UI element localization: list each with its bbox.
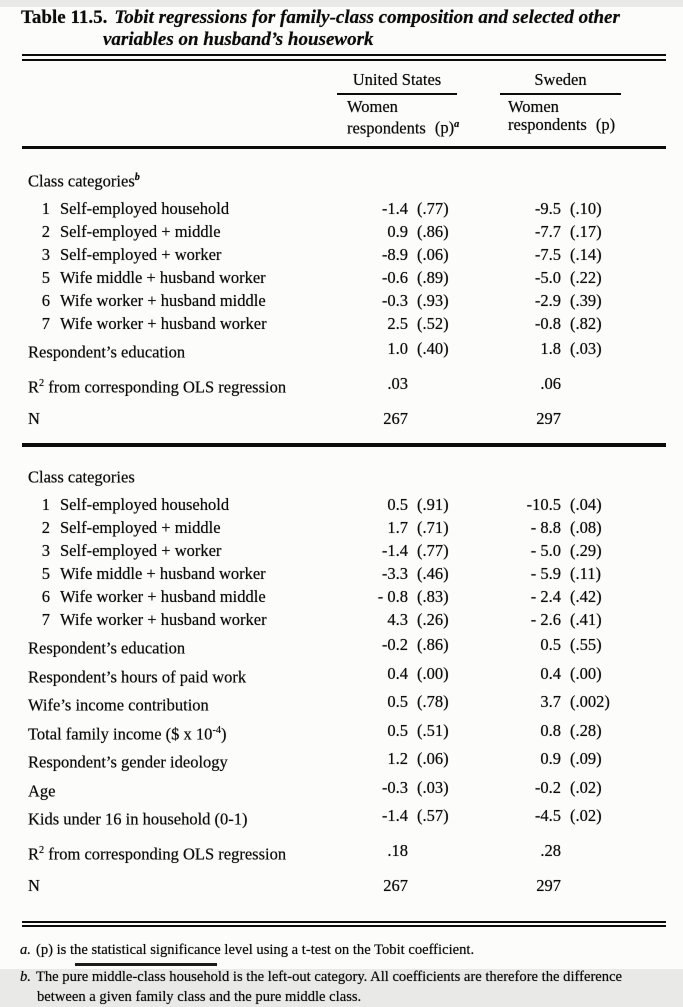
us-p-value: (.86) [417, 222, 449, 241]
row-number: 6 [41, 587, 50, 606]
row-label: $R^2$ from corresponding OLS regression [28, 377, 287, 396]
us-p-value: (.26) [417, 610, 449, 629]
table-row [28, 776, 666, 803]
row-label: Respondent’s education [28, 638, 186, 658]
table-number: Table 11.5. [21, 7, 108, 28]
sweden-n: 297 [536, 876, 561, 895]
sweden-p-value: (.29) [570, 541, 602, 560]
us-n: 267 [383, 409, 408, 428]
row-label-cell [28, 493, 328, 516]
row-label-cell [28, 562, 328, 585]
us-p-value: (.71) [417, 518, 449, 537]
table-row [28, 539, 666, 562]
header-rule [22, 146, 666, 149]
us-n: 267 [383, 876, 408, 895]
footnote-a-marker: a [454, 118, 460, 130]
row-number: 7 [41, 314, 50, 333]
table-row [28, 690, 666, 717]
sweden-p-value: (.17) [570, 222, 602, 241]
r-squared-row [28, 372, 666, 399]
sweden-p-value: (.82) [570, 314, 602, 333]
sweden-coefficient: -9.5 [534, 199, 561, 218]
row-label: Wife worker + husband middle [60, 587, 266, 606]
us-p-value: (.93) [417, 291, 449, 310]
us-coefficient: -0.3 [381, 291, 408, 310]
row-label: Wife worker + husband middle [60, 291, 266, 310]
table-row [28, 516, 666, 539]
row-label: Kids under 16 in household (0-1) [28, 809, 248, 829]
us-coefficient: -8.9 [381, 245, 408, 264]
sweden-coefficient: - 5.9 [530, 564, 561, 583]
us-p-value: (.03) [417, 777, 449, 797]
sweden-column-title: Sweden [534, 70, 587, 89]
sweden-p-value: (.42) [570, 587, 602, 606]
row-label-cell [28, 243, 328, 266]
us-subheader: Women respondents $(p)^a$ [347, 97, 460, 137]
sweden-column-underline [500, 93, 621, 95]
sweden-r-squared: .28 [540, 840, 561, 860]
us-p-value: (.06) [417, 245, 449, 264]
panel-women-respondents-2 [28, 462, 666, 898]
row-label: Self-employed + worker [60, 245, 222, 264]
row-number: 5 [41, 268, 50, 287]
us-p-value: (.91) [417, 495, 449, 514]
us-coefficient: -1.4 [381, 806, 408, 825]
us-coefficient: 4.3 [387, 610, 408, 629]
sweden-coefficient: 1.8 [540, 339, 561, 358]
table-row [28, 266, 666, 289]
footnote-a: a. (p) is the statistical significance level using a t-test on the Tobit coefficient. [20, 942, 475, 958]
sweden-coefficient: 3.7 [540, 692, 561, 711]
sweden-coefficient: - 5.0 [530, 541, 561, 560]
sweden-p-value: (.02) [570, 777, 602, 797]
row-label: N [28, 409, 40, 428]
us-coefficient: 0.9 [387, 222, 408, 241]
us-coefficient: 2.5 [387, 314, 408, 333]
row-number: 6 [41, 291, 50, 310]
us-coefficient: 1.0 [387, 339, 408, 358]
row-number: 3 [41, 541, 50, 560]
sweden-p-value: (.002) [570, 692, 610, 711]
section-class-categories: Class categories [28, 467, 135, 486]
us-column-title: United States [352, 70, 442, 89]
row-number: 7 [41, 610, 50, 629]
sweden-p-value: (.11) [570, 564, 602, 583]
row-label-cell [28, 289, 328, 312]
sweden-coefficient: -2.9 [534, 291, 561, 310]
row-label: Wife worker + husband worker [60, 314, 267, 333]
us-r-squared: .03 [387, 373, 408, 393]
row-label: Wife middle + husband worker [60, 268, 266, 287]
us-coefficient: 0.5 [387, 495, 408, 514]
row-label: Self-employed household [60, 495, 230, 514]
variable-rows [28, 633, 666, 831]
row-label: Self-employed + worker [60, 541, 222, 560]
table-title-line2: variables on husband’s housework [103, 29, 374, 50]
scan-artifact-line [75, 963, 217, 966]
us-coefficient: -1.4 [381, 541, 408, 560]
us-column-group [337, 70, 460, 137]
us-p-value: (.86) [417, 635, 449, 654]
row-label: Wife’s income contribution [28, 695, 209, 715]
r-squared-row [28, 839, 666, 866]
table-row [28, 220, 666, 243]
row-label: Self-employed + middle [60, 222, 221, 241]
sweden-p-value: (.04) [570, 495, 602, 514]
row-label: Self-employed household [60, 199, 230, 218]
table-row [28, 633, 666, 660]
row-label-cell [28, 539, 328, 562]
row-label: Wife worker + husband worker [60, 610, 267, 629]
sweden-subheader: Women respondents (p) [508, 97, 616, 134]
variable-rows [28, 337, 666, 364]
table-title-text: Tobit regressions for family-class composition and selected other [114, 7, 620, 28]
sweden-p-value: (.08) [570, 518, 602, 537]
us-coefficient: -0.6 [381, 268, 408, 287]
sweden-coefficient: 0.9 [540, 749, 561, 768]
sweden-coefficient: - 2.6 [530, 610, 561, 629]
row-label-cell [28, 608, 328, 631]
us-coefficient: - 0.8 [377, 587, 408, 606]
row-label: Respondent’s hours of paid work [28, 667, 247, 686]
section-class-categories: Class categories$^b$ [28, 171, 140, 190]
table-row [28, 719, 666, 746]
sweden-coefficient: -7.5 [534, 245, 561, 264]
table-row [28, 312, 666, 335]
row-number: 1 [41, 199, 50, 218]
class-rows [28, 197, 666, 335]
sweden-p-value: (.02) [570, 806, 602, 825]
sweden-p-value: (.03) [570, 339, 602, 358]
sweden-coefficient: 0.4 [540, 663, 561, 683]
row-label: Age [28, 781, 56, 800]
table-row [28, 243, 666, 266]
sweden-p-value: (.41) [570, 610, 602, 629]
row-number: 3 [41, 245, 50, 264]
row-label-cell [28, 266, 328, 289]
table-title [21, 7, 669, 51]
us-p-value: (.83) [417, 587, 449, 606]
table-row [28, 804, 666, 831]
row-label: N [28, 876, 40, 895]
footnotes [20, 940, 653, 1007]
table-row [28, 747, 666, 774]
sweden-coefficient: - 8.8 [530, 518, 561, 537]
sweden-coefficient: -4.5 [534, 806, 561, 825]
sweden-p-value: (.39) [570, 291, 602, 310]
row-label-cell [28, 197, 328, 220]
top-double-rule [22, 54, 666, 61]
sweden-p-value: (.22) [570, 268, 602, 287]
us-coefficient: 0.5 [387, 720, 408, 740]
us-p-value: (.00) [417, 663, 449, 683]
row-label: Self-employed + middle [60, 518, 221, 537]
row-label: Respondent’s gender ideology [28, 752, 228, 772]
footnote-b: b. The pure middle-class household is the left-out category. All coefficients are therefore the difference between a given family class and the pure middle class. [20, 969, 623, 1005]
sweden-coefficient: -7.7 [534, 222, 561, 241]
us-p-value: (.40) [417, 339, 449, 358]
scanned-table-page [0, 7, 683, 1005]
table-row [28, 289, 666, 312]
table-row [28, 493, 666, 516]
row-label-cell [28, 312, 328, 335]
row-label: $R^2$ from corresponding OLS regression [28, 844, 287, 863]
us-p-value: (.77) [417, 199, 449, 218]
table-row [28, 662, 666, 689]
us-p-value: (.51) [417, 720, 449, 740]
sweden-coefficient: -0.8 [534, 314, 561, 333]
us-coefficient: 1.2 [387, 749, 408, 768]
us-coefficient: 0.4 [387, 663, 408, 683]
table-row [28, 197, 666, 220]
sweden-p-value: (.09) [570, 749, 602, 768]
sweden-coefficient: -0.2 [534, 777, 561, 797]
table-row [28, 562, 666, 585]
footnote-b-marker: b [134, 171, 140, 183]
sweden-n: 297 [536, 409, 561, 428]
sweden-p-value: (.00) [570, 663, 602, 683]
us-coefficient: 0.5 [387, 692, 408, 711]
bottom-double-rule [22, 921, 666, 927]
row-number: 1 [41, 495, 50, 514]
sweden-p-value: (.10) [570, 199, 602, 218]
table-row [28, 608, 666, 631]
sample-size-row [28, 874, 666, 897]
us-p-value: (.52) [417, 314, 449, 333]
table-row [28, 585, 666, 608]
sweden-coefficient: -10.5 [526, 495, 561, 514]
us-column-underline [337, 93, 457, 95]
sweden-p-value: (.14) [570, 245, 602, 264]
us-coefficient: -0.3 [381, 777, 408, 797]
row-label: Respondent’s education [28, 342, 186, 362]
us-p-value: (.89) [417, 268, 449, 287]
sweden-coefficient: -5.0 [534, 268, 561, 287]
panel-women-respondents-1 [28, 166, 666, 431]
table-row [28, 337, 666, 364]
us-p-value: (.57) [417, 806, 449, 825]
us-coefficient: -1.4 [381, 199, 408, 218]
sample-size-row [28, 407, 666, 430]
sweden-r-squared: .06 [540, 373, 561, 393]
us-coefficient: -3.3 [381, 564, 408, 583]
column-headers [0, 61, 683, 146]
panel-separator-rule [22, 443, 666, 447]
row-label: Wife middle + husband worker [60, 564, 266, 583]
sweden-p-value: (.55) [570, 635, 602, 654]
sweden-coefficient: 0.8 [540, 720, 561, 740]
row-label-cell [28, 516, 328, 539]
us-p-value: (.78) [417, 692, 449, 711]
sweden-column-group [500, 70, 621, 133]
class-rows [28, 493, 666, 631]
table-title-line1 [21, 7, 669, 29]
us-coefficient: -0.2 [381, 635, 408, 654]
sweden-p-value: (.28) [570, 720, 602, 740]
sweden-coefficient: - 2.4 [530, 587, 561, 606]
row-number: 2 [41, 518, 50, 537]
row-label: Total family income ($ x $10^{-4}$) [28, 724, 227, 743]
us-p-value: (.06) [417, 749, 449, 768]
us-coefficient: 1.7 [387, 518, 408, 537]
us-r-squared: .18 [387, 840, 408, 860]
us-p-value: (.46) [417, 564, 449, 583]
us-p-value: (.77) [417, 541, 449, 560]
row-label-cell [28, 220, 328, 243]
row-number: 2 [41, 222, 50, 241]
row-label-cell [28, 585, 328, 608]
row-number: 5 [41, 564, 50, 583]
sweden-coefficient: 0.5 [540, 635, 561, 654]
